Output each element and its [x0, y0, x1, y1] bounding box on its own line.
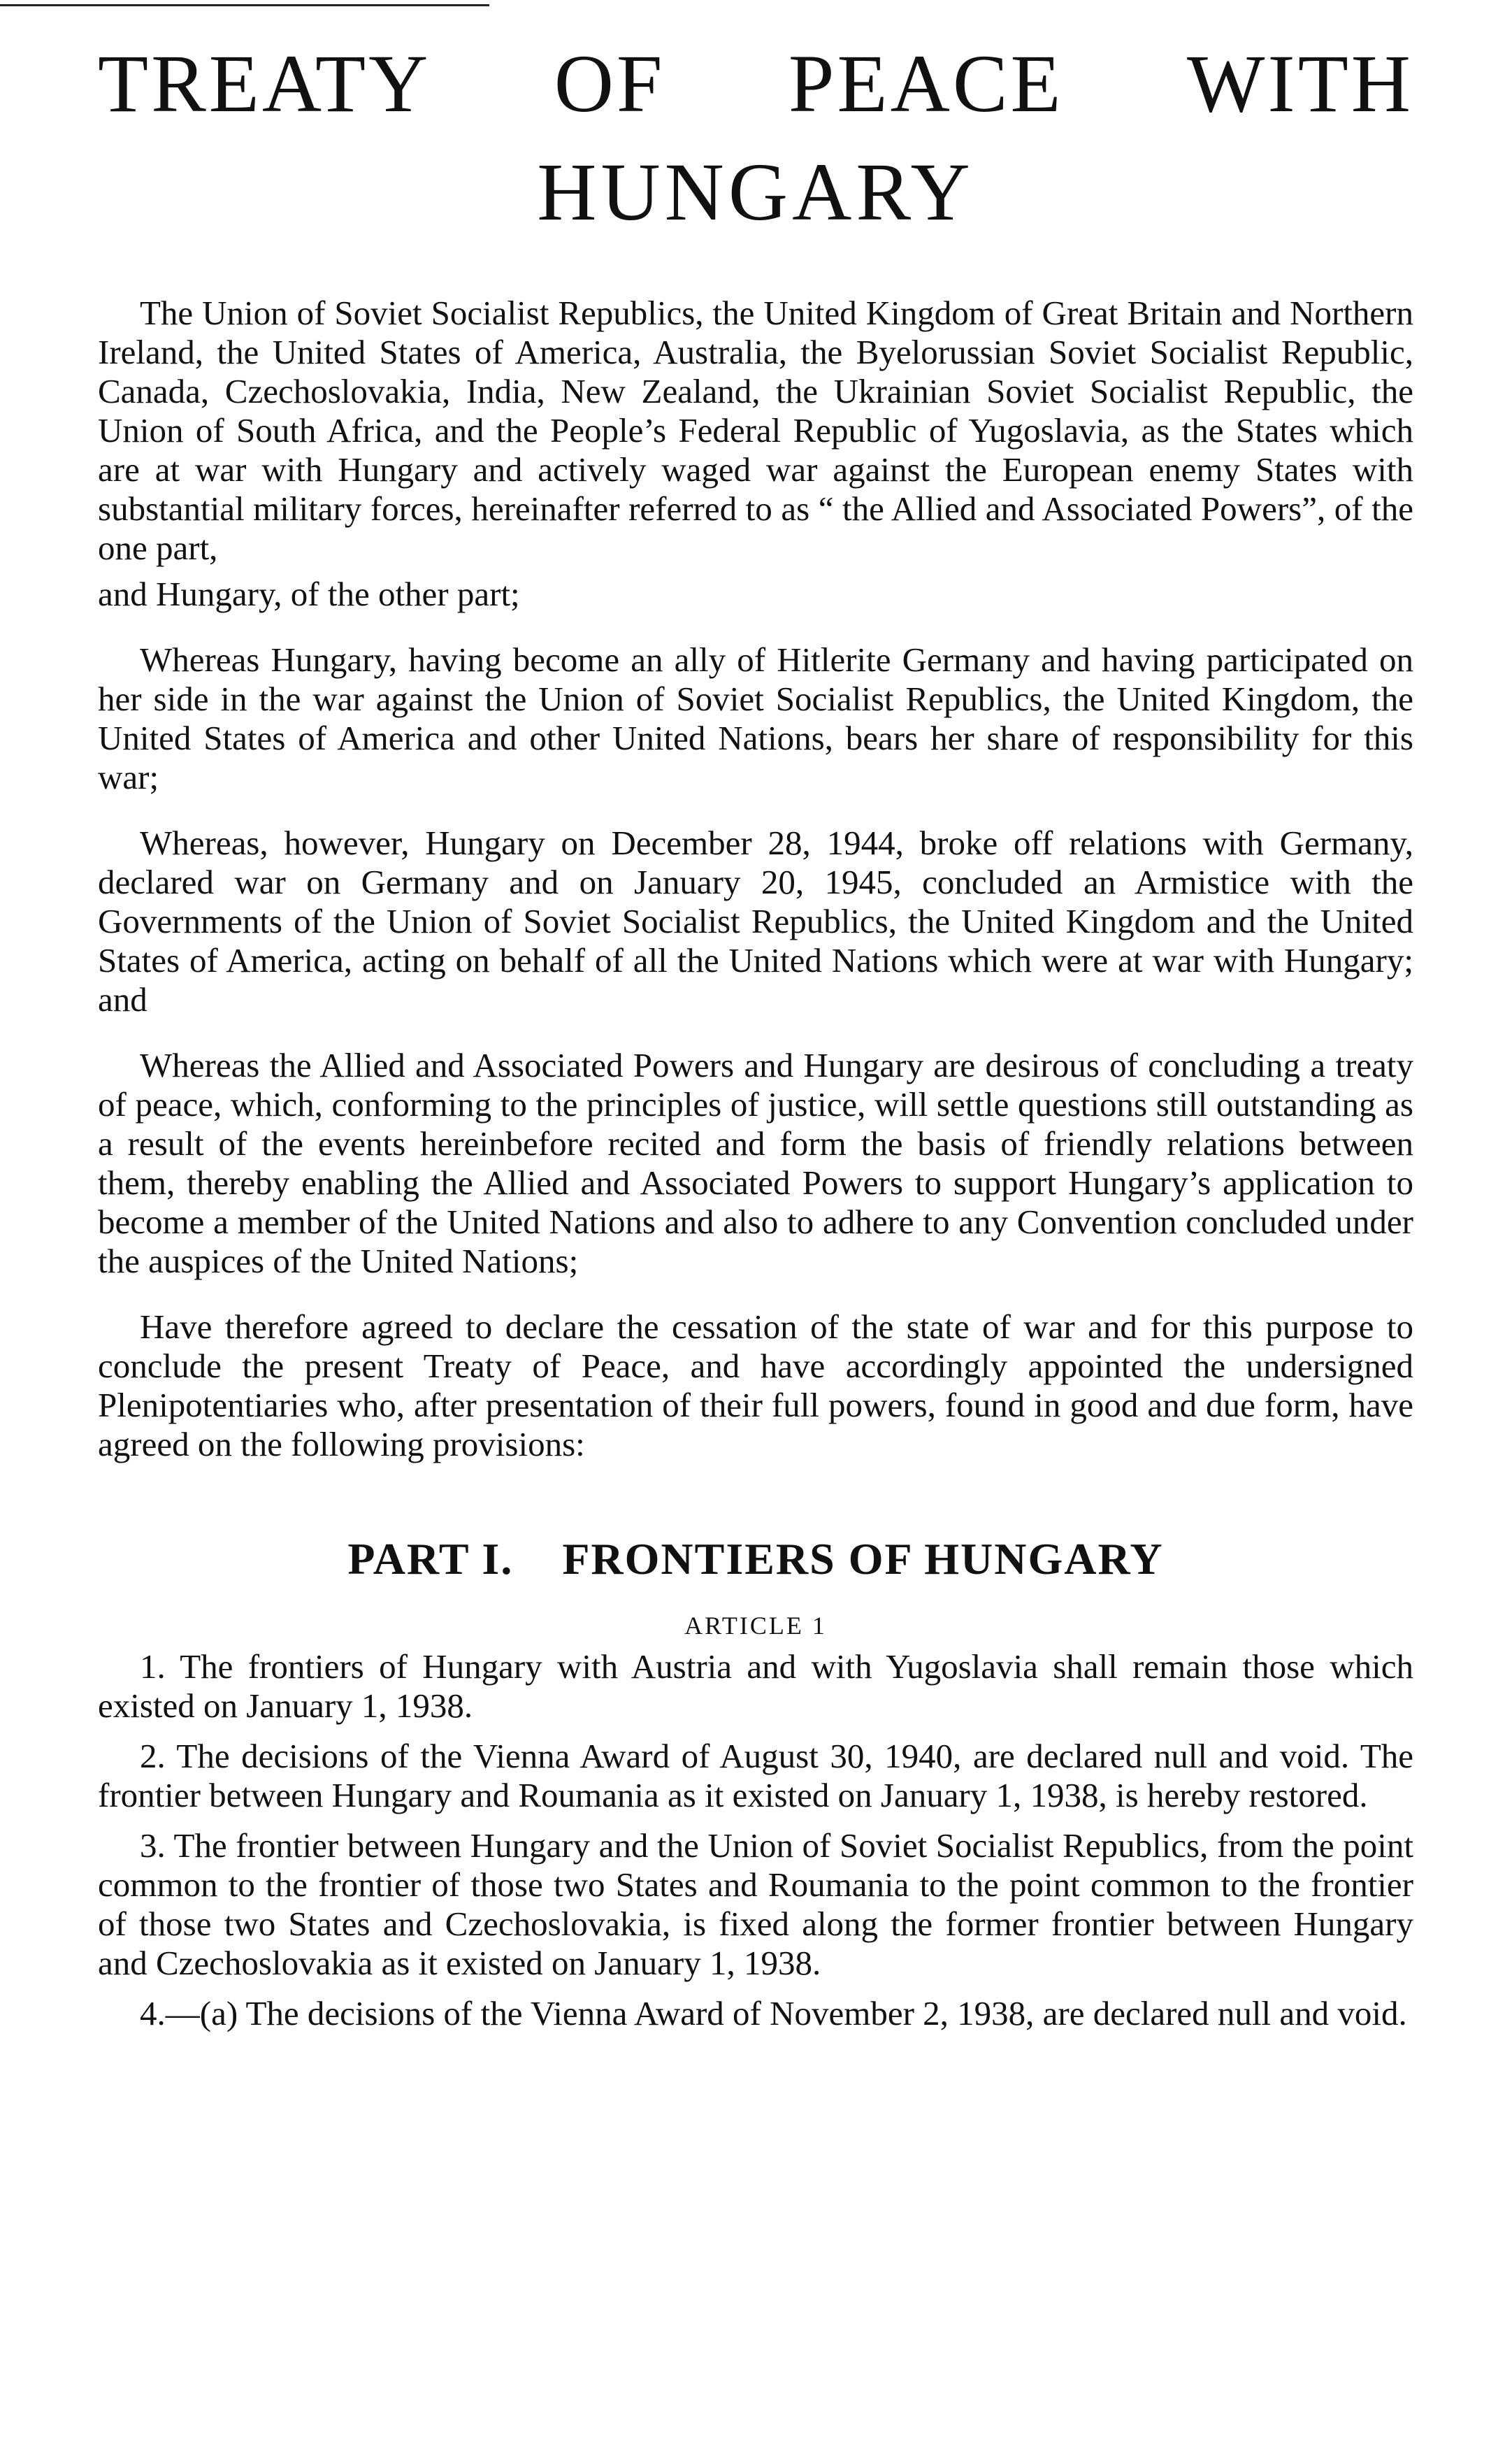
article-clauses	[98, 1647, 1413, 2033]
article-clause: 2. The decisions of the Vienna Award of August 30, 1940, are declared null and void. The frontier between Hungary and Roumania as it existed on January 1, 1938, is hereby restored.	[98, 1737, 1413, 1814]
preamble-paragraph: Whereas the Allied and Associated Powers and Hungary are desirous of concluding a treaty of peace, which, conforming to the principles of justice, will settle questions still outstanding as a result of the events hereinbefore recited and form the basis of friendly relations between them, thereby enabling the Allied and Associated Powers to support Hungary’s application to become a member of the United Nations and also to adhere to any Convention concluded under the auspices of the United Nations;	[98, 1046, 1413, 1280]
preamble-paragraph: Whereas Hungary, having become an ally of Hitlerite Germany and having participated on her side in the war against the Union of Soviet Socialist Republics, the United Kingdom, the United States of America and other United Nations, bears her share of responsibility for this war;	[98, 640, 1413, 796]
title-word: TREATY	[98, 38, 431, 129]
document-page	[98, 21, 1413, 2044]
preamble	[98, 294, 1413, 1464]
preamble-paragraph: Whereas, however, Hungary on December 28, 1944, broke off relations with Germany, declared war on Germany and on January 20, 1945, concluded an Armistice with the Governments of the Union of Soviet Socialist Republics, the United Kingdom and the United States of America, acting on behalf of all the United Nations which were at war with Hungary; and	[98, 824, 1413, 1019]
document-title-line2: HUNGARY	[537, 146, 974, 238]
preamble-paragraph: Have therefore agreed to declare the cessation of the state of war and for this purpose to conclude the present Treaty of Peace, and have accordingly appointed the undersigned Plenipotentiaries who, after presentation of their full powers, found in good and due form, have agreed on the following provisions:	[98, 1307, 1413, 1463]
preamble-paragraph: and Hungary, of the other part;	[98, 575, 520, 613]
article-clause: 3. The frontier between Hungary and the Union of Soviet Socialist Republics, from the point common to the frontier of those two States and Roumania to the point common to the frontier of those two States and Czechoslovakia, is fixed along the former frontier between Hungary and Czechoslovakia as it existed on January 1, 1938.	[98, 1826, 1413, 1982]
article-heading: ARTICLE 1	[684, 1612, 827, 1640]
title-word: PEACE	[788, 38, 1064, 129]
document-title-line1	[98, 35, 1413, 133]
preamble-paragraph: The Union of Soviet Socialist Republics, the United Kingdom of Great Britain and Northern Ireland, the United States of America, Australia, the Byelorussian Soviet Socialist Republic, Canada, Czechoslovakia, India, New Zealand, the Ukrainian Soviet Socialist Republic, the Union of South Africa, and the People’s Federal Republic of Yugoslavia, as the States which are at war with Hungary and actively waged war against the European enemy States with substantial military forces, hereinafter referred to as “ the Allied and Associated Powers”, of the one part,	[98, 294, 1413, 567]
article-clause: 4.—(a) The decisions of the Vienna Award of November 2, 1938, are declared null and void.	[140, 1994, 1407, 2032]
part-number: PART I.	[347, 1534, 514, 1584]
title-word: WITH	[1187, 38, 1413, 129]
top-rule	[0, 4, 489, 6]
part-title: FRONTIERS OF HUNGARY	[562, 1534, 1164, 1584]
title-word: OF	[554, 38, 665, 129]
part-heading	[98, 1531, 1413, 1587]
article-clause: 1. The frontiers of Hungary with Austria and with Yugoslavia shall remain those which existed on January 1, 1938.	[98, 1647, 1413, 1725]
